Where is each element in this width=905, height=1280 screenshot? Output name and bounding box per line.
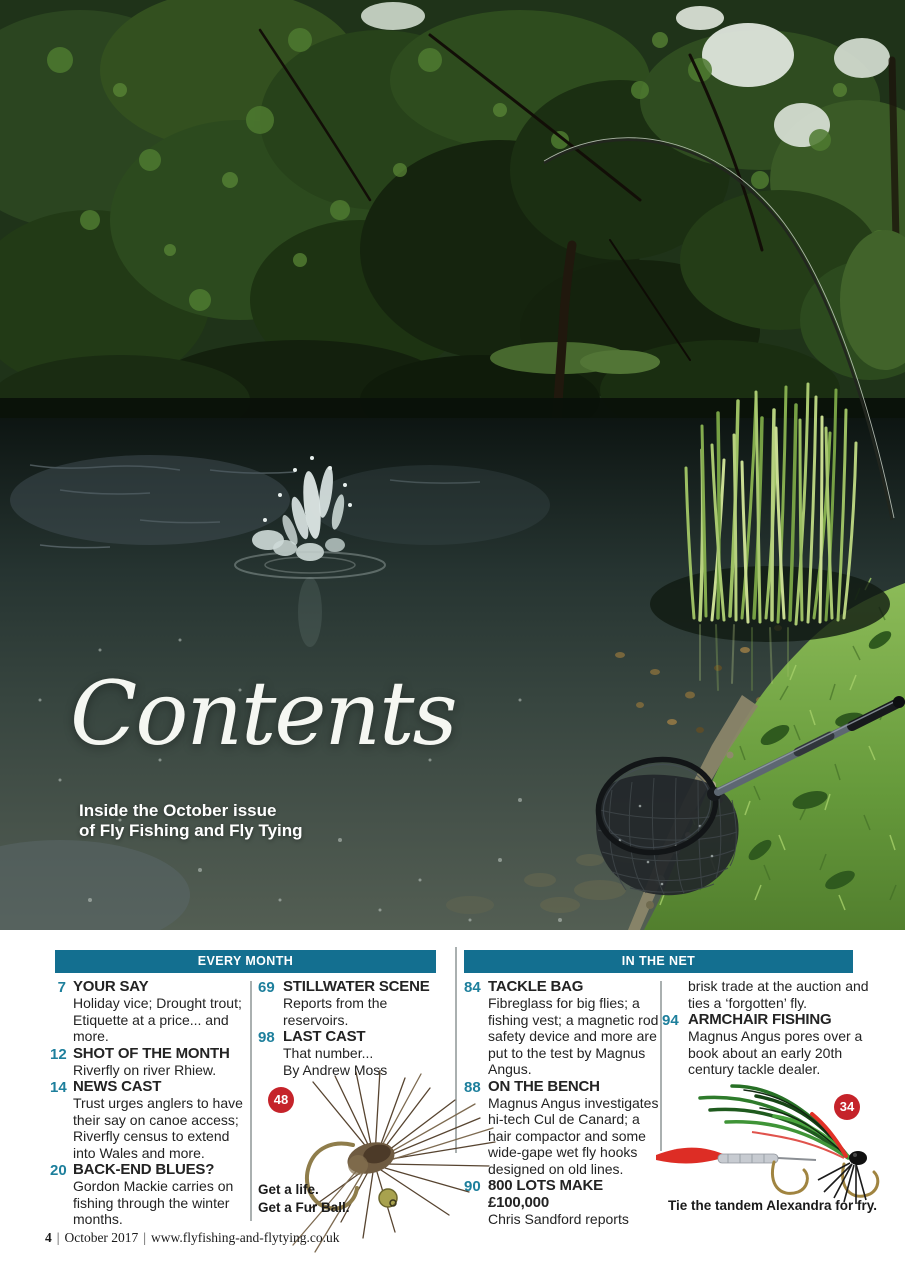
article-description: Magnus Angus pores over a book about an early 20th century tackle dealer. [688, 1028, 863, 1077]
article-page-number: 98 [258, 1029, 275, 1046]
article-page-number: 14 [50, 1079, 67, 1096]
toc-entry [50, 1161, 248, 1228]
contents-subtitle [79, 801, 303, 841]
toc-column [258, 978, 440, 1078]
contents-title: Contents [70, 662, 456, 765]
article-description: Chris Sandford reports [488, 1211, 629, 1227]
article-title: ON THE BENCH [488, 1077, 600, 1095]
article-page-number: 69 [258, 979, 275, 996]
website-url: www.flyfishing-and-flytying.co.uk [151, 1230, 340, 1245]
hackle-fibres [293, 1070, 495, 1252]
toc-column [662, 978, 878, 1078]
article-title: ARMCHAIR FISHING [688, 1011, 832, 1028]
article-description: Trust urges anglers to have their say on canoe access; Riverfly census to extend into Wales and more. [73, 1095, 243, 1161]
toc-entry [258, 978, 440, 1028]
article-page-number: 20 [50, 1162, 67, 1179]
article-title: NEWS CAST [73, 1078, 162, 1095]
article-page-number: 7 [57, 979, 66, 996]
article-title: TACKLE BAG [488, 978, 584, 995]
fly-head [379, 1189, 397, 1207]
toc-entry [464, 1077, 660, 1178]
article-description: Holiday vice; Drought trout; Etiquette at a price... and more. [73, 995, 242, 1044]
column-divider [250, 981, 252, 1221]
toc-entry [57, 978, 248, 1045]
article-title: SHOT OF THE MONTH [73, 1044, 230, 1062]
article-description: Reports from the reservoirs. [283, 995, 388, 1028]
toc-column [50, 978, 248, 1228]
peacock-wing [700, 1086, 848, 1158]
article-page-number: 84 [464, 979, 481, 996]
section-header-every-month: EVERY MONTH [55, 950, 436, 973]
figure-caption: Get a life. Get a Fur Ball. [258, 1182, 350, 1215]
fly-head [849, 1151, 867, 1165]
article-description: Gordon Mackie carries on fishing through the winter months. [73, 1178, 234, 1227]
subtitle-line-2: of Fly Fishing and Fly Tying [79, 821, 303, 840]
silver-body [718, 1154, 778, 1163]
toc-entry [662, 1011, 878, 1078]
article-page-number: 12 [50, 1045, 67, 1063]
folio-page-number: 4 [45, 1230, 52, 1245]
article-description: That number... [283, 1045, 374, 1061]
alexandra-fly-figure [648, 1080, 880, 1220]
article-description: brisk trade at the auction and ties a ‘forgotten’ fly. [688, 978, 869, 1011]
article-description: Magnus Angus investigates hi-tech Cul de Canard; a hair compactor and some wide-gape wet fly hooks designed on old lines. [488, 1094, 659, 1177]
article-title: STILLWATER SCENE [283, 978, 430, 995]
article-title: YOUR SAY [73, 978, 149, 995]
article-description: Riverfly on river Rhiew. [73, 1061, 217, 1078]
article-description: Fibreglass for big flies; a fishing vest; a magnetic rod safety device and more are put to the test by Magnus Angus. [488, 995, 659, 1077]
red-tail [656, 1148, 728, 1164]
toc-continuation [688, 978, 878, 1011]
article-description: By Andrew Moss [283, 1061, 388, 1078]
article-page-number: 90 [464, 1178, 481, 1195]
toc-entry [464, 1177, 660, 1228]
trees [0, 0, 905, 446]
toc-entry [50, 1044, 248, 1079]
toc-entry [464, 978, 660, 1078]
article-title: LAST CAST [283, 1028, 366, 1045]
section-header-in-the-net: IN THE NET [464, 950, 853, 973]
article-page-number: 88 [464, 1078, 481, 1096]
subtitle-line-1: Inside the October issue [79, 801, 277, 820]
figure-caption: Tie the tandem Alexandra for fry. [668, 1198, 878, 1213]
issue-date: October 2017 [64, 1230, 139, 1245]
page-badge: 34 [834, 1094, 860, 1120]
article-page-number: 94 [662, 1012, 679, 1029]
article-title: 800 LOTS MAKE £100,000 [488, 1177, 603, 1211]
article-title: BACK-END BLUES? [73, 1161, 215, 1178]
page-badge: 48 [268, 1087, 294, 1113]
page-footer: 4 | October 2017 | www.flyfishing-and-flytying.co.uk [45, 1230, 340, 1245]
toc-entry [50, 1078, 248, 1161]
